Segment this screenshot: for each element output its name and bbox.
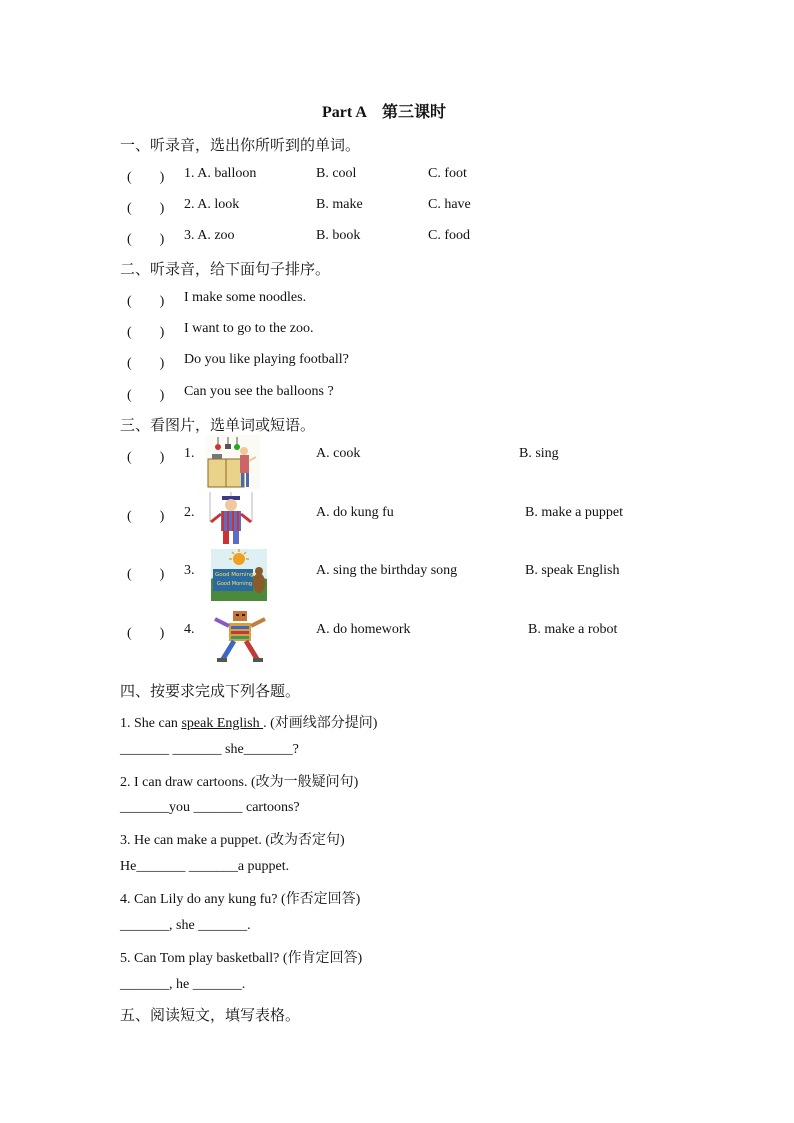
sign-text-1: Good Morning! <box>215 572 256 578</box>
sentence: I make some noodles. <box>184 290 307 305</box>
option-b: B. make <box>316 197 363 212</box>
sentence: Can you see the balloons ? <box>184 384 334 399</box>
option-c: C. food <box>428 228 470 243</box>
option-a: A. sing the birthday song <box>316 563 458 578</box>
answer-line-5[interactable]: _______, he _______. <box>120 977 246 992</box>
item-number: 4. <box>184 622 195 637</box>
option-b: B. speak English <box>525 563 620 578</box>
option-a: A. do homework <box>316 622 411 637</box>
option-a: 2. A. look <box>184 197 240 212</box>
option-a: A. do kung fu <box>316 505 394 520</box>
option-b: B. sing <box>519 446 559 461</box>
option-a: 1. A. balloon <box>184 166 257 181</box>
option-a: 3. A. zoo <box>184 228 235 243</box>
question-1-pre: 1. She can <box>120 716 182 731</box>
robot-picture <box>211 609 269 665</box>
section-3-heading: 三、看图片，选单词或短语。 <box>120 418 316 434</box>
question-1-underlined: speak English <box>181 716 264 731</box>
answer-line-3[interactable]: He_______ _______a puppet. <box>120 859 290 874</box>
sentence: I want to go to the zoo. <box>184 321 314 336</box>
answer-paren[interactable]: ( ) <box>127 509 165 524</box>
answer-paren[interactable]: ( ) <box>127 325 165 340</box>
question-3: 3. He can make a puppet. (改为否定句) <box>120 833 345 848</box>
answer-paren[interactable]: ( ) <box>127 388 165 403</box>
good-morning-picture <box>211 549 267 601</box>
answer-paren[interactable]: ( ) <box>127 356 165 371</box>
section-5-heading: 五、阅读短文，填写表格。 <box>120 1008 301 1024</box>
page-title: Part A 第三课时 <box>322 104 446 121</box>
item-number: 2. <box>184 505 195 520</box>
question-4: 4. Can Lily do any kung fu? (作否定回答) <box>120 892 361 907</box>
answer-line-1[interactable]: _______ _______ she_______? <box>120 742 299 757</box>
question-1-post: . (对画线部分提问) <box>263 716 378 731</box>
option-c: C. have <box>428 197 471 212</box>
section-2-heading: 二、听录音，给下面句子排序。 <box>120 262 331 278</box>
question-5: 5. Can Tom play basketball? (作肯定回答) <box>120 951 363 966</box>
answer-line-2[interactable]: _______you _______ cartoons? <box>120 800 300 815</box>
question-1 <box>120 712 377 732</box>
section-1-heading: 一、听录音，选出你所听到的单词。 <box>120 138 361 154</box>
puppet-picture <box>206 492 256 546</box>
item-number: 3. <box>184 563 195 578</box>
option-b: B. make a robot <box>528 622 618 637</box>
question-2: 2. I can draw cartoons. (改为一般疑问句) <box>120 775 359 790</box>
answer-paren[interactable]: ( ) <box>127 294 165 309</box>
answer-paren[interactable]: ( ) <box>127 626 165 641</box>
option-a: A. cook <box>316 446 361 461</box>
answer-paren[interactable]: ( ) <box>127 232 165 247</box>
item-number: 1. <box>184 446 195 461</box>
sign-text-2: Good Morning <box>217 581 252 587</box>
option-c: C. foot <box>428 166 467 181</box>
answer-line-4[interactable]: _______, she _______. <box>120 918 251 933</box>
sentence: Do you like playing football? <box>184 352 349 367</box>
option-b: B. book <box>316 228 361 243</box>
answer-paren[interactable]: ( ) <box>127 567 165 582</box>
answer-paren[interactable]: ( ) <box>127 201 165 216</box>
answer-paren[interactable]: ( ) <box>127 450 165 465</box>
section-4-heading: 四、按要求完成下列各题。 <box>120 684 301 700</box>
option-b: B. make a puppet <box>525 505 623 520</box>
option-b: B. cool <box>316 166 357 181</box>
cooking-picture <box>206 435 260 489</box>
answer-paren[interactable]: ( ) <box>127 170 165 185</box>
